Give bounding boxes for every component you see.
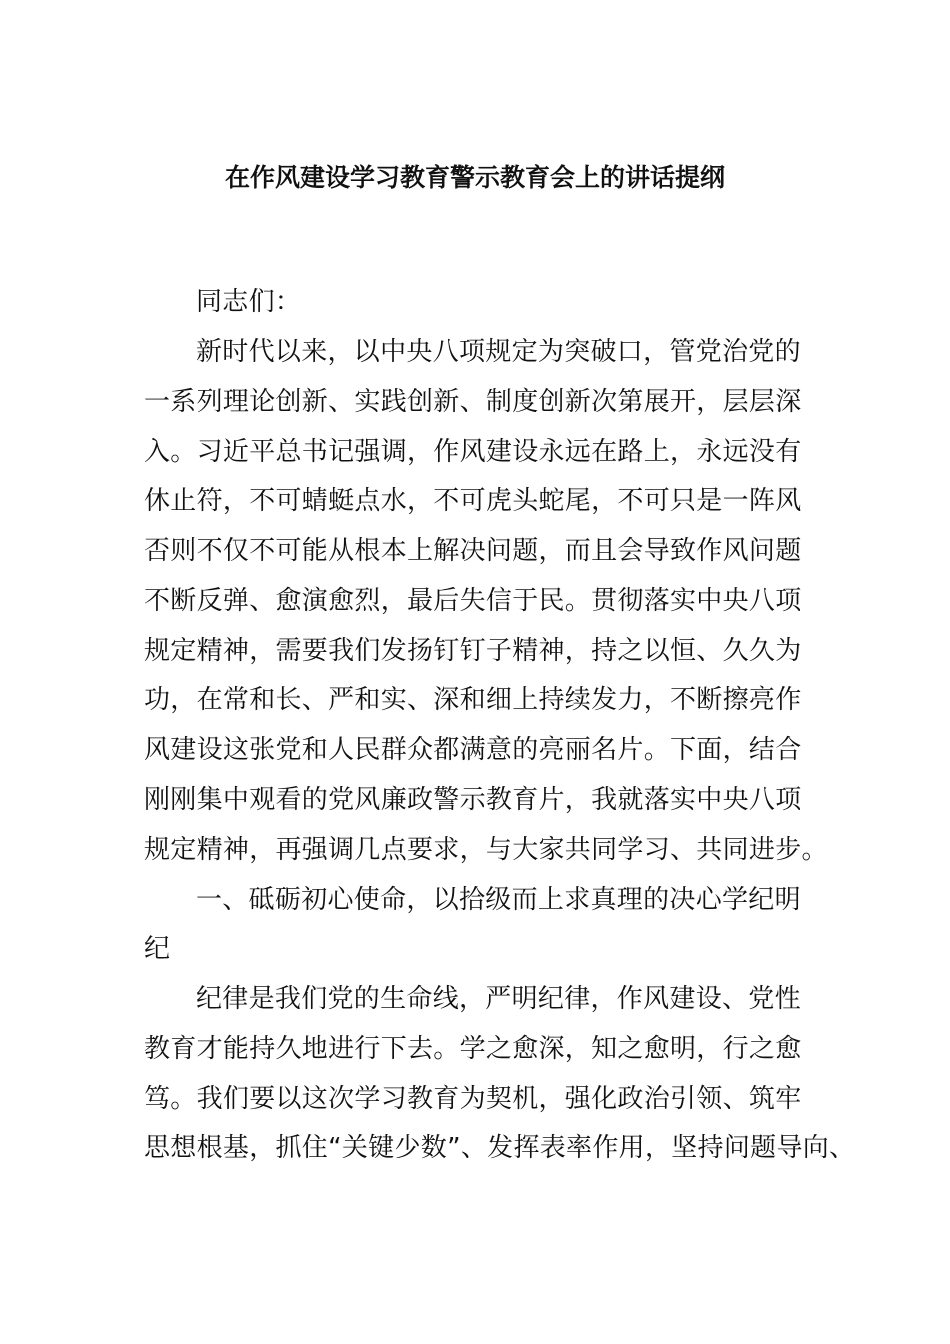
paragraph-line: 休止符，不可蜻蜓点水，不可虎头蛇尾，不可只是一阵风 bbox=[144, 486, 802, 516]
document-title: 在作风建设学习教育警示教育会上的讲话提纲 bbox=[224, 163, 725, 192]
paragraph-line: 功，在常和长、严和实、深和细上持续发力，不断擦亮作 bbox=[144, 685, 802, 715]
paragraph-line: 新时代以来，以中央八项规定为突破口，管党治党的 bbox=[196, 337, 801, 367]
paragraph-line: 纪律是我们党的生命线，严明纪律，作风建设、党性 bbox=[196, 984, 801, 1014]
section-heading-line: 一、砥砺初心使命，以拾级而上求真理的决心学纪明 bbox=[196, 885, 801, 915]
paragraph-line: 不断反弹、愈演愈烈，最后失信于民。贯彻落实中央八项 bbox=[144, 586, 802, 616]
paragraph-line: 规定精神，需要我们发扬钉钉子精神，持之以恒、久久为 bbox=[144, 636, 802, 666]
paragraph-line: 否则不仅不可能从根本上解决问题，而且会导致作风问题 bbox=[144, 536, 802, 566]
paragraph-line: 刚刚集中观看的党风廉政警示教育片，我就落实中央八项 bbox=[144, 785, 802, 815]
section-heading-line: 纪 bbox=[144, 934, 171, 964]
paragraph-line: 笃。我们要以这次学习教育为契机，强化政治引领、筑牢 bbox=[144, 1084, 802, 1114]
paragraph-line: 规定精神，再强调几点要求，与大家共同学习、共同进步。 bbox=[144, 835, 828, 865]
paragraph-line: 一系列理论创新、实践创新、制度创新次第展开，层层深 bbox=[144, 387, 802, 417]
paragraph-line: 风建设这张党和人民群众都满意的亮丽名片。下面，结合 bbox=[144, 735, 802, 765]
paragraph-line: 教育才能持久地进行下去。学之愈深，知之愈明，行之愈 bbox=[144, 1034, 802, 1064]
paragraph-line: 入。习近平总书记强调，作风建设永远在路上，永远没有 bbox=[144, 437, 802, 467]
salutation-line: 同志们： bbox=[196, 287, 302, 317]
paragraph-line: 思想根基，抓住“关键少数”、发挥表率作用，坚持问题导向、 bbox=[144, 1133, 856, 1163]
